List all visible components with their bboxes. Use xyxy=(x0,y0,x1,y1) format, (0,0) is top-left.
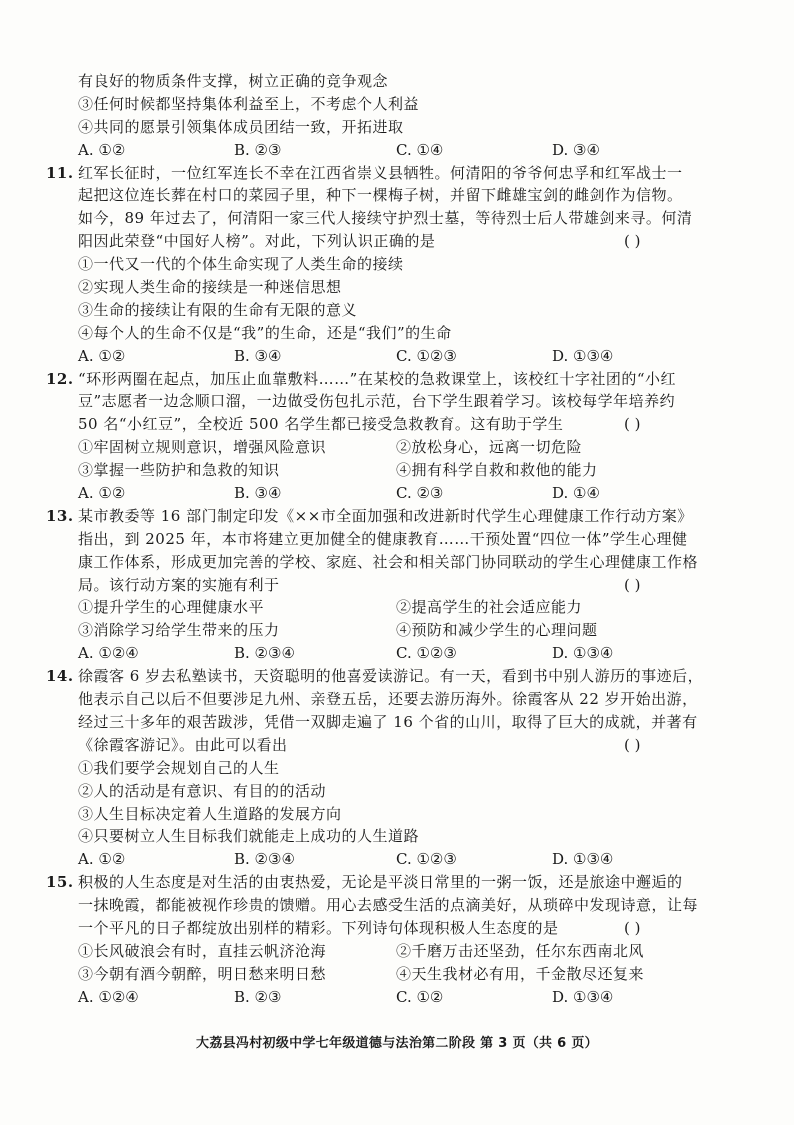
option-item: ③任何时候都坚持集体利益至上，不考虑个人利益 xyxy=(78,94,420,113)
stem-line: 起把这位连长葬在村口的菜园子里，种下一棵梅子树，并留下雌雄宝剑的雌剑作为信物。 xyxy=(78,186,683,205)
stem-text: 局。该行动方案的实施有利于 xyxy=(78,575,280,594)
answer-choices xyxy=(0,482,794,505)
stem-line-last xyxy=(0,917,794,940)
option-row xyxy=(0,459,794,482)
option-item: ④只要树立人生目标我们就能走上成功的人生道路 xyxy=(78,827,420,846)
question-number: 13. xyxy=(46,506,74,525)
exam-content xyxy=(0,70,794,1009)
choice-a: A. ①②④ xyxy=(78,987,139,1006)
answer-choices xyxy=(0,139,794,162)
choice-c: C. ①②③ xyxy=(396,644,457,663)
text-line: 有良好的物质条件支撑，树立正确的竞争观念 xyxy=(78,72,389,90)
answer-blank: ( ) xyxy=(624,575,641,594)
answer-blank: ( ) xyxy=(624,735,641,754)
question-number: 14. xyxy=(46,667,74,686)
option-item: ①提升学生的心理健康水平 xyxy=(78,598,265,617)
option-item: ③人生目标决定着人生道路的发展方向 xyxy=(78,804,342,823)
question-number: 12. xyxy=(46,369,74,388)
question-number: 15. xyxy=(46,873,74,892)
choice-a: A. ①② xyxy=(78,346,126,365)
question-15-stem xyxy=(0,871,794,894)
stem-line: 指出，到 2025 年，本市将建立更加健全的健康教育……干预处置“四位一体”学生心理健 xyxy=(78,529,688,548)
option-item: ①长风破浪会有时，直挂云帆济沧海 xyxy=(78,941,327,960)
option-row xyxy=(0,596,794,619)
option-item: ③生命的接续让有限的生命有无限的意义 xyxy=(78,300,358,319)
answer-choices xyxy=(0,986,794,1009)
choice-c: C. ①② xyxy=(396,987,444,1006)
answer-choices xyxy=(0,345,794,368)
answer-choices xyxy=(0,848,794,871)
option-row xyxy=(0,963,794,986)
stem-text: 一个平凡的日子都绽放出别样的精彩。下列诗句体现积极人生态度的是 xyxy=(78,918,559,937)
question-14-stem xyxy=(0,665,794,688)
stem-text: 50 名“小红豆”，全校近 500 名学生都已接受急救教育。这有助于学生 xyxy=(78,415,564,434)
option-item: ③消除学习给学生带来的压力 xyxy=(78,621,280,640)
stem-text: 徐霞客 6 岁去私塾读书，天资聪明的他喜爱读游记。有一天，看到书中别人游历的事迹后， xyxy=(78,667,704,686)
option-item: ④每个人的生命不仅是“我”的生命，还是“我们”的生命 xyxy=(78,323,452,342)
choice-c: C. ①④ xyxy=(396,140,444,159)
stem-line: 经过三十多年的艰苦跋涉，凭借一双脚走遍了 16 个省的山川，取得了巨大的成就，并著有 xyxy=(78,712,698,731)
answer-blank: ( ) xyxy=(624,918,641,937)
choice-c: C. ②③ xyxy=(396,484,444,503)
choice-a: A. ①②④ xyxy=(78,644,139,663)
choice-d: D. ①③④ xyxy=(552,346,614,365)
stem-line: 他表示自己以后不但要涉足九州、亲登五岳，还要去游历海外。徐霞客从 22 岁开始出游， xyxy=(78,690,698,709)
stem-text: “环形两圈在起点，加压止血靠敷料……”在某校的急救课堂上，该校红十字社团的“小红 xyxy=(78,369,677,388)
choice-c: C. ①②③ xyxy=(396,850,457,869)
option-row xyxy=(0,436,794,459)
option-item: ②放松身心，远离一切危险 xyxy=(396,438,583,457)
option-item: ②人的活动是有意识、有目的的活动 xyxy=(78,781,327,800)
answer-blank: ( ) xyxy=(624,232,641,251)
option-item: ④预防和减少学生的心理问题 xyxy=(396,621,598,640)
choice-b: B. ②③④ xyxy=(234,644,295,663)
choice-b: B. ②③④ xyxy=(234,850,295,869)
option-row xyxy=(0,940,794,963)
choice-a: A. ①② xyxy=(78,484,126,503)
choice-b: B. ③④ xyxy=(234,346,282,365)
answer-blank: ( ) xyxy=(624,415,641,434)
choice-d: D. ①③④ xyxy=(552,987,614,1006)
choice-d: D. ③④ xyxy=(552,140,600,159)
stem-line: 一抹晚霞，都能被视作珍贵的馈赠。用心去感受生活的点滴美好，从琐碎中发现诗意，让每 xyxy=(78,896,699,915)
choice-b: B. ②③ xyxy=(234,987,282,1006)
option-item: ④拥有科学自救和救他的能力 xyxy=(396,461,598,480)
choice-d: D. ①③④ xyxy=(552,644,614,663)
stem-line-last xyxy=(0,413,794,436)
choice-b: B. ③④ xyxy=(234,484,282,503)
choice-c: C. ①②③ xyxy=(396,346,457,365)
stem-line-last xyxy=(0,734,794,757)
question-12-stem xyxy=(0,368,794,391)
question-number: 11. xyxy=(46,163,74,182)
option-row xyxy=(0,619,794,642)
option-item: ③掌握一些防护和急救的知识 xyxy=(78,461,280,480)
choice-a: A. ①② xyxy=(78,850,126,869)
choice-b: B. ②③ xyxy=(234,140,282,159)
option-item: ①牢固树立规则意识，增强风险意识 xyxy=(78,438,327,457)
question-13-stem xyxy=(0,505,794,528)
stem-text: 红军长征时，一位红军连长不幸在江西省崇义县牺牲。何清阳的爷爷何忠孚和红军战士一 xyxy=(78,163,683,182)
choice-d: D. ①③④ xyxy=(552,850,614,869)
option-item: ②提高学生的社会适应能力 xyxy=(396,598,583,617)
option-item: ①一代又一代的个体生命实现了人类生命的接续 xyxy=(78,255,404,274)
stem-line: 豆”志愿者一边念顺口溜，一边做受伤包扎示范，台下学生跟着学习。该校每学年培养约 xyxy=(78,392,676,411)
stem-text: 积极的人生态度是对生活的由衷热爱，无论是平淡日常里的一粥一饭，还是旅途中邂逅的 xyxy=(78,873,683,892)
option-item: ①我们要学会规划自己的人生 xyxy=(78,758,280,777)
choice-a: A. ①② xyxy=(78,140,126,159)
stem-line: 康工作体系，形成更加完善的学校、家庭、社会和相关部门协同联动的学生心理健康工作格 xyxy=(78,552,699,571)
stem-line-last xyxy=(0,230,794,253)
question-11-stem xyxy=(0,162,794,185)
stem-line: 如今，89 年过去了，何清阳一家三代人接续守护烈士墓，等待烈士后人带雄剑来寻。何清 xyxy=(78,209,693,228)
option-item: ④共同的愿景引领集体成员团结一致，开拓进取 xyxy=(78,117,404,136)
answer-choices xyxy=(0,642,794,665)
option-item: ④天生我材必有用，千金散尽还复来 xyxy=(396,964,645,983)
choice-d: D. ①④ xyxy=(552,484,600,503)
stem-text: 《徐霞客游记》。由此可以看出 xyxy=(78,735,288,754)
stem-text: 阳因此荣登“中国好人榜”。对此，下列认识正确的是 xyxy=(78,232,436,251)
option-item: ②实现人类生命的接续是一种迷信思想 xyxy=(78,278,342,297)
option-item: ②千磨万击还坚劲，任尔东西南北风 xyxy=(396,941,645,960)
stem-line-last xyxy=(0,574,794,597)
option-item: ③今朝有酒今朝醉，明日愁来明日愁 xyxy=(78,964,327,983)
stem-text: 某市教委等 16 部门制定印发《××市全面加强和改进新时代学生心理健康工作行动方案》 xyxy=(78,506,693,525)
page-footer: 大荔县冯村初级中学七年级道德与法治第二阶段 第 3 页（共 6 页） xyxy=(196,1036,598,1051)
